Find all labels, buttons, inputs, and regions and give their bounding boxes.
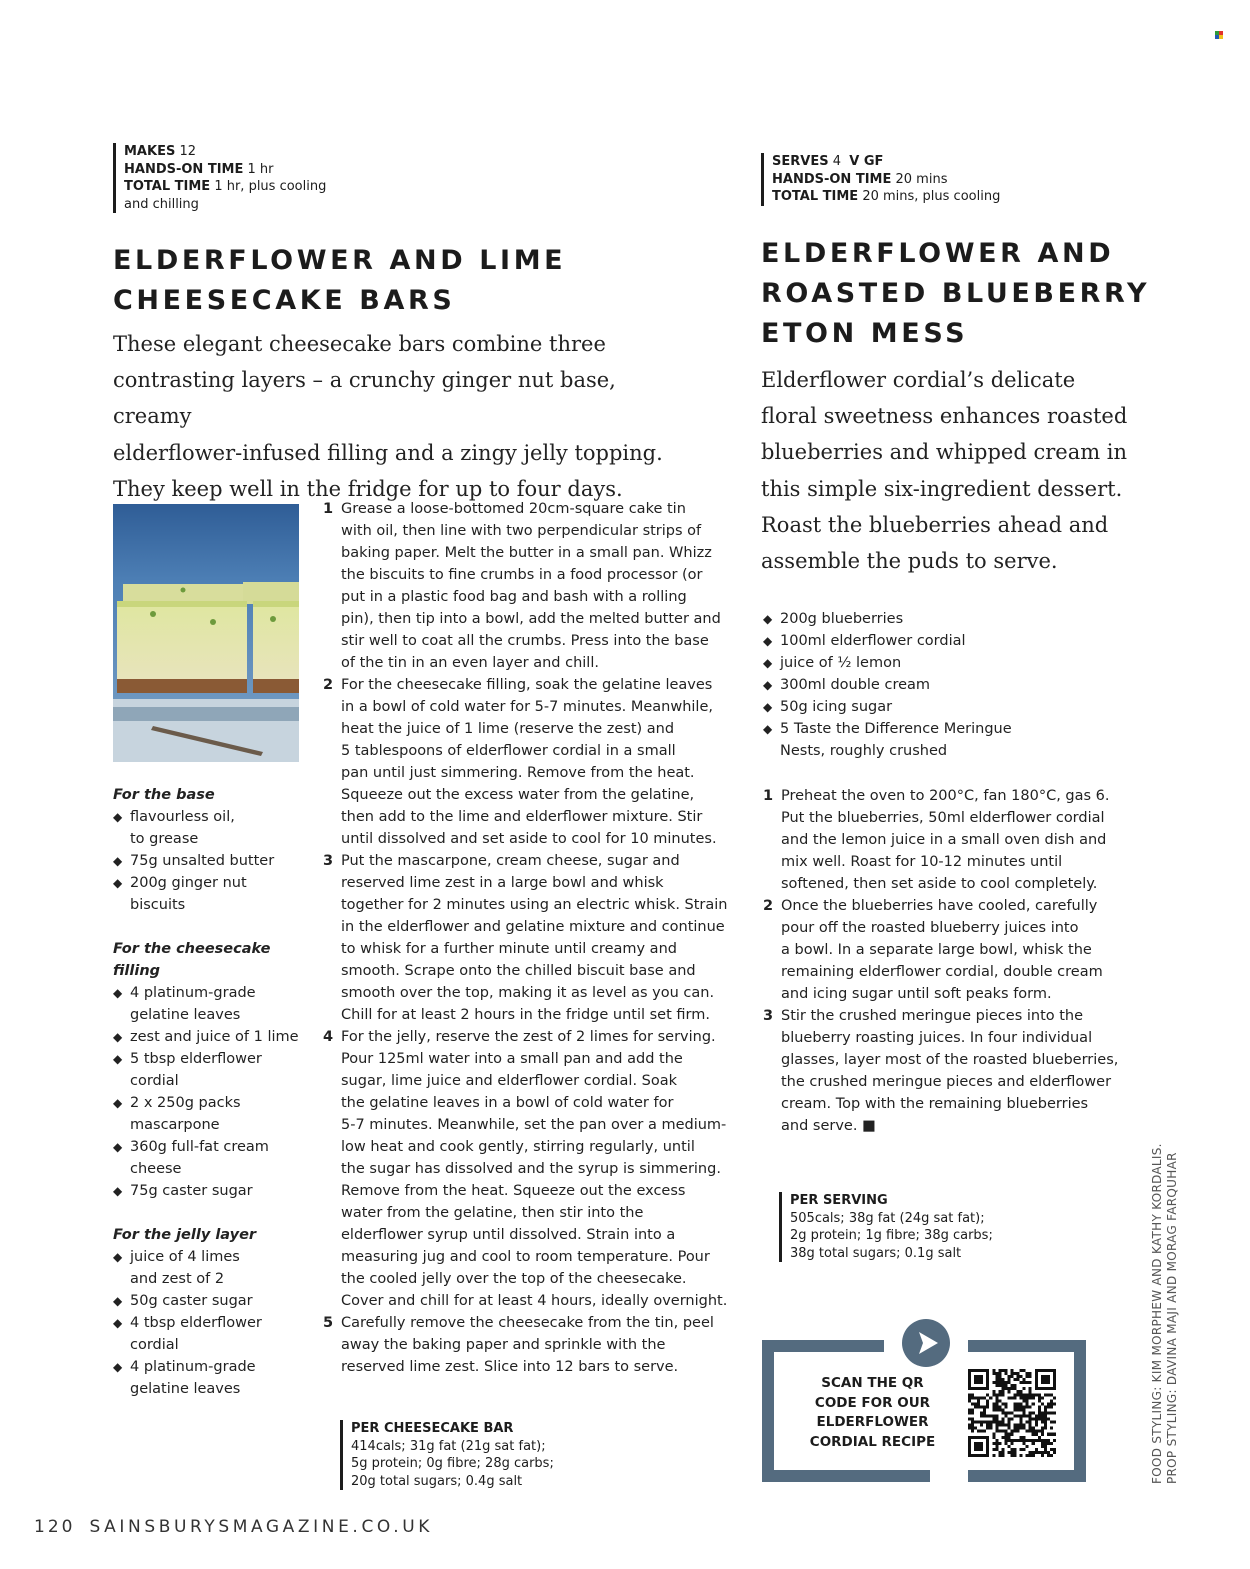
ingredient-item: ◆ 100ml elderflower cordial xyxy=(763,633,966,649)
corner-color-mark xyxy=(1215,31,1224,39)
right-recipe-meta: SERVES 4 V GF HANDS-ON TIME 20 mins TOTAL TIME 20 mins, plus cooling xyxy=(761,153,1021,206)
qr-code[interactable] xyxy=(968,1369,1056,1457)
right-recipe-intro: Elderflower cordial’s delicate floral sweetness enhances roasted blueberries and whipped cream in this simple six-ingredient dessert. Roast the blueberries ahead and assemble the puds to serve. xyxy=(761,368,1128,574)
ingredient-item: ◆ 2 x 250g packs mascarpone xyxy=(113,1095,241,1133)
ingredient-item: ◆ 4 tbsp elderflower cordial xyxy=(113,1315,262,1353)
cheesecake-bars-photo xyxy=(113,504,299,762)
ingredient-item: ◆ 4 platinum-grade gelatine leaves xyxy=(113,1359,256,1397)
ingredient-item: ◆ juice of 4 limes and zest of 2 xyxy=(113,1249,240,1287)
site-url[interactable]: SAINSBURYSMAGAZINE.CO.UK xyxy=(89,1517,433,1537)
method-step: 1 Grease a loose-bottomed 20cm-square cake tin with oil, then line with two perpendicular strips of baking paper. Melt the butter in a small pan. Whizz the biscuits to fine crumbs in a food processor (or put in a plastic food bag and bash with a rolling pin), then tip into a bowl, add the melted butter and stir well to coat all the crumbs. Press into the base of the tin in an even layer and chill. xyxy=(323,501,721,671)
ingredient-item: ◆ 300ml double cream xyxy=(763,677,931,693)
ingredient-item: ◆ 50g icing sugar xyxy=(763,699,893,715)
left-nutrition: PER CHEESECAKE BAR 414cals; 31g fat (21g sat fat); 5g protein; 0g fibre; 28g carbs; 20g total sugars; 0.4g salt xyxy=(340,1420,580,1490)
method-step: 1 Preheat the oven to 200°C, fan 180°C, gas 6. Put the blueberries, 50ml elderflower cordial and the lemon juice in a small oven dish and mix well. Roast for 10-12 minutes until softened, then set aside to cool completely. xyxy=(763,788,1110,892)
ingredient-item: ◆ 200g blueberries xyxy=(763,611,904,627)
left-recipe-meta: MAKES 12 HANDS-ON TIME 1 hr TOTAL TIME 1 hr, plus cooling and chilling xyxy=(113,143,343,213)
ingredient-item: ◆ flavourless oil, to grease xyxy=(113,809,235,847)
right-recipe-title: ELDERFLOWER AND ROASTED BLUEBERRY ETON MESS xyxy=(761,238,1151,349)
ingredient-item: ◆ 75g unsalted butter xyxy=(113,853,275,869)
ingredient-item: ◆ 200g ginger nut biscuits xyxy=(113,875,247,913)
styling-credits: FOOD STYLING: KIM MORPHEW AND KATHY KORDALIS. PROP STYLING: DAVINA MAJI AND MORAG FARQUHAR xyxy=(1150,1143,1179,1484)
ingredient-item: ◆ 4 platinum-grade gelatine leaves xyxy=(113,985,256,1023)
ingredient-item: ◆ 5 tbsp elderflower cordial xyxy=(113,1051,262,1089)
base-label: For the base xyxy=(113,787,215,803)
method-step: 3 Put the mascarpone, cream cheese, sugar and reserved lime zest in a large bowl and whisk together for 2 minutes using an electric whisk. Strain in the elderflower and gelatine mixture and continue to whisk for a further minute until creamy and smooth. Scrape onto the chilled biscuit base and smooth over the top, making it as level as you can. Chill for at least 2 hours in the fridge until set firm. xyxy=(323,853,728,1023)
filling-label: For the cheesecake filling xyxy=(113,941,271,979)
right-ingredients xyxy=(763,608,1123,762)
end-mark: ■ xyxy=(862,1118,876,1134)
ingredient-item: ◆ zest and juice of 1 lime xyxy=(113,1029,299,1045)
left-method xyxy=(323,498,733,1378)
play-icon[interactable] xyxy=(902,1319,950,1367)
ingredient-item: ◆ 75g caster sugar xyxy=(113,1183,253,1199)
jelly-label: For the jelly layer xyxy=(113,1227,257,1243)
left-recipe-title: ELDERFLOWER AND LIME CHEESECAKE BARS xyxy=(113,245,567,316)
ingredient-item: ◆ juice of ½ lemon xyxy=(763,655,902,671)
method-step: 2 Once the blueberries have cooled, carefully pour off the roasted blueberry juices into a bowl. In a separate large bowl, whisk the remaining elderflower cordial, double cream and icing sugar until soft peaks form. xyxy=(763,898,1103,1002)
method-step: 4 For the jelly, reserve the zest of 2 limes for serving. Pour 125ml water into a small pan and add the sugar, lime juice and elderflower cordial. Soak the gelatine leaves in a bowl of cold water for 5-7 minutes. Meanwhile, set the pan over a medium- low heat and cook gently, stirring regularly, until the sugar has dissolved and the syrup is simmering. Remove from the heat. Squeeze out the excess water from the gelatine, then stir into the elderflower syrup until dissolved. Strain into a measuring jug and cool to room temperature. Pour the cooled jelly over the top of the cheesecake. Cover and chill for at least 4 hours, ideally overnight. xyxy=(323,1029,728,1309)
page-number: 120 xyxy=(34,1517,76,1537)
left-recipe-intro: These elegant cheesecake bars combine three contrasting layers – a crunchy ginger nut base, creamy elderflower-infused filling and a zingy jelly topping. They keep well in the fridge for up to four days. xyxy=(113,332,663,501)
ingredient-item: ◆ 5 Taste the Difference Meringue Nests, roughly crushed xyxy=(763,721,1012,759)
ingredient-item: ◆ 50g caster sugar xyxy=(113,1293,253,1309)
right-nutrition: PER SERVING 505cals; 38g fat (24g sat fat); 2g protein; 1g fibre; 38g carbs; 38g total sugars; 0.1g salt xyxy=(779,1192,1019,1262)
method-step: 3 Stir the crushed meringue pieces into the blueberry roasting juices. In four individual glasses, layer most of the roasted blueberries, the crushed meringue pieces and elderflower cream. Top with the remaining blueberries and serve. ■ xyxy=(763,1008,1119,1134)
ingredient-item: ◆ 360g full-fat cream cheese xyxy=(113,1139,269,1177)
qr-panel-text: SCAN THE QR CODE FOR OUR ELDERFLOWER CORDIAL RECIPE xyxy=(809,1375,936,1450)
page-footer xyxy=(34,1517,433,1537)
method-step: 5 Carefully remove the cheesecake from the tin, peel away the baking paper and sprinkle with the reserved lime zest. Slice into 12 bars to serve. xyxy=(323,1315,714,1375)
left-ingredients xyxy=(113,784,313,1400)
right-method xyxy=(763,785,1153,1137)
method-step: 2 For the cheesecake filling, soak the gelatine leaves in a bowl of cold water for 5-7 minutes. Meanwhile, heat the juice of 1 lime (reserve the zest) and 5 tablespoons of elderflower cordial in a small pan until just simmering. Remove from the heat. Squeeze out the excess water from the gelatine, then add to the lime and elderflower mixture. Stir until dissolved and set aside to cool for 10 minutes. xyxy=(323,677,717,847)
